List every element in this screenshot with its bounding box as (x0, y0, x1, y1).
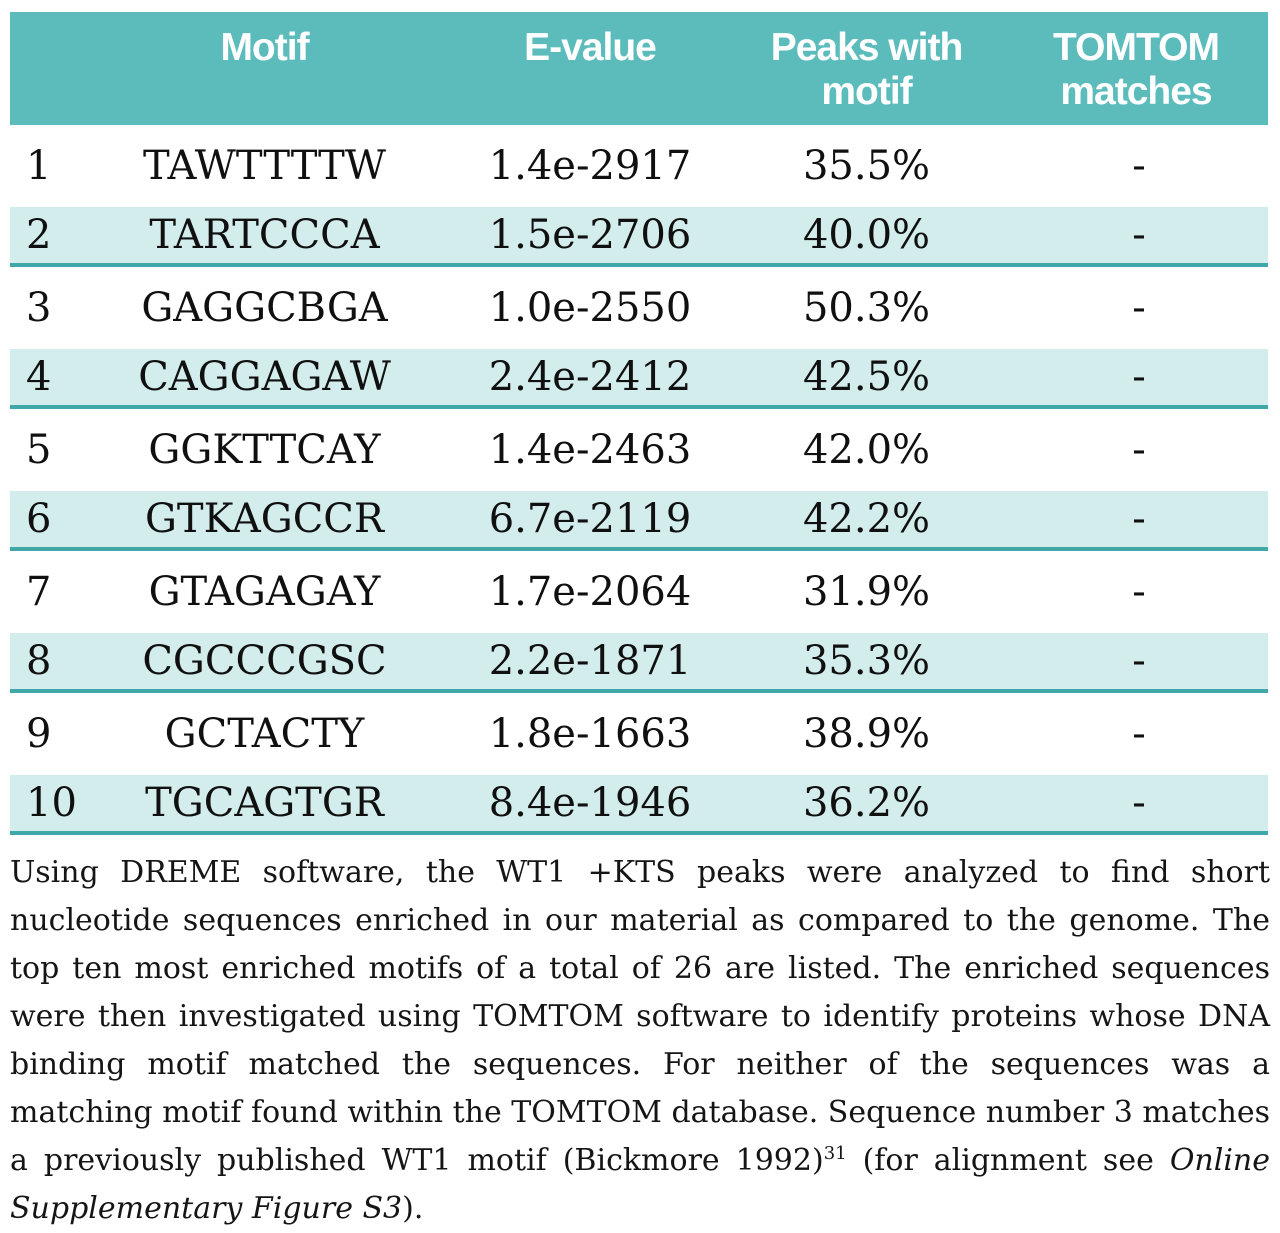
table-row (10, 491, 1268, 549)
cell-peaks: 50.3% (723, 265, 1010, 349)
cell-num: 1 (10, 125, 72, 207)
table-row (10, 407, 1268, 491)
cell-peaks: 40.0% (723, 207, 1010, 265)
cell-peaks: 42.0% (723, 407, 1010, 491)
cell-motif: GTKAGCCR (72, 491, 457, 549)
cell-tomtom: - (1010, 125, 1268, 207)
caption-italic-reference: Online Supplementary Figure S3 (10, 1143, 1270, 1227)
cell-tomtom: - (1010, 349, 1268, 407)
cell-evalue: 1.0e-2550 (457, 265, 723, 349)
caption-reference-superscript: 31 (823, 1143, 847, 1165)
cell-peaks: 42.5% (723, 349, 1010, 407)
cell-evalue: 8.4e-1946 (457, 775, 723, 833)
caption-text-3: ). (402, 1191, 424, 1227)
column-header-motif: Motif (72, 12, 457, 125)
cell-motif: CGCCCGSC (72, 633, 457, 691)
cell-evalue: 1.8e-1663 (457, 691, 723, 775)
table-row (10, 207, 1268, 265)
cell-peaks: 42.2% (723, 491, 1010, 549)
motif-results-table (10, 12, 1268, 835)
figure-caption (10, 849, 1270, 1233)
cell-tomtom: - (1010, 691, 1268, 775)
cell-evalue: 1.7e-2064 (457, 549, 723, 633)
cell-tomtom: - (1010, 407, 1268, 491)
cell-peaks: 35.3% (723, 633, 1010, 691)
cell-evalue: 1.4e-2917 (457, 125, 723, 207)
cell-motif: TAWTTTTW (72, 125, 457, 207)
cell-num: 2 (10, 207, 72, 265)
column-header-tomtom: TOMTOM matches (1010, 12, 1268, 125)
cell-motif: GTAGAGAY (72, 549, 457, 633)
cell-motif: GGKTTCAY (72, 407, 457, 491)
cell-evalue: 1.4e-2463 (457, 407, 723, 491)
cell-num: 6 (10, 491, 72, 549)
table-row (10, 775, 1268, 833)
cell-evalue: 2.2e-1871 (457, 633, 723, 691)
table-header (10, 12, 1268, 125)
cell-motif: TGCAGTGR (72, 775, 457, 833)
cell-peaks: 35.5% (723, 125, 1010, 207)
cell-tomtom: - (1010, 207, 1268, 265)
corner-header (10, 12, 72, 125)
cell-motif: TARTCCCA (72, 207, 457, 265)
cell-peaks: 38.9% (723, 691, 1010, 775)
cell-num: 3 (10, 265, 72, 349)
cell-tomtom: - (1010, 491, 1268, 549)
cell-num: 8 (10, 633, 72, 691)
cell-evalue: 2.4e-2412 (457, 349, 723, 407)
header-row (10, 12, 1268, 125)
caption-text: Using DREME software, the WT1 +KTS peaks were analyzed to find short nucleotide sequences enriched in our material as compared to the genome. The top ten most enriched motifs of a total of 26 are listed. The enriched sequences were then investigated using TOMTOM software to identify proteins whose DNA binding motif matched the sequences. For neither of the sequences was a matching motif found within the TOMTOM database. Sequence number 3 matches a previously published WT1 motif (Bickmore 1992) (10, 855, 1271, 1179)
table-row (10, 125, 1268, 207)
column-header-peaks: Peaks with motif (723, 12, 1010, 125)
table-row (10, 549, 1268, 633)
table-row (10, 691, 1268, 775)
table-row (10, 633, 1268, 691)
cell-evalue: 6.7e-2119 (457, 491, 723, 549)
cell-num: 7 (10, 549, 72, 633)
column-header-evalue: E-value (457, 12, 723, 125)
cell-num: 5 (10, 407, 72, 491)
table-row (10, 349, 1268, 407)
cell-tomtom: - (1010, 775, 1268, 833)
cell-motif: GCTACTY (72, 691, 457, 775)
cell-motif: GAGGCBGA (72, 265, 457, 349)
cell-tomtom: - (1010, 633, 1268, 691)
cell-tomtom: - (1010, 265, 1268, 349)
table-body (10, 125, 1268, 833)
cell-num: 4 (10, 349, 72, 407)
caption-text-2: (for alignment see (846, 1143, 1170, 1179)
table-row (10, 265, 1268, 349)
cell-num: 10 (10, 775, 72, 833)
cell-tomtom: - (1010, 549, 1268, 633)
cell-motif: CAGGAGAW (72, 349, 457, 407)
cell-peaks: 36.2% (723, 775, 1010, 833)
cell-peaks: 31.9% (723, 549, 1010, 633)
cell-num: 9 (10, 691, 72, 775)
cell-evalue: 1.5e-2706 (457, 207, 723, 265)
